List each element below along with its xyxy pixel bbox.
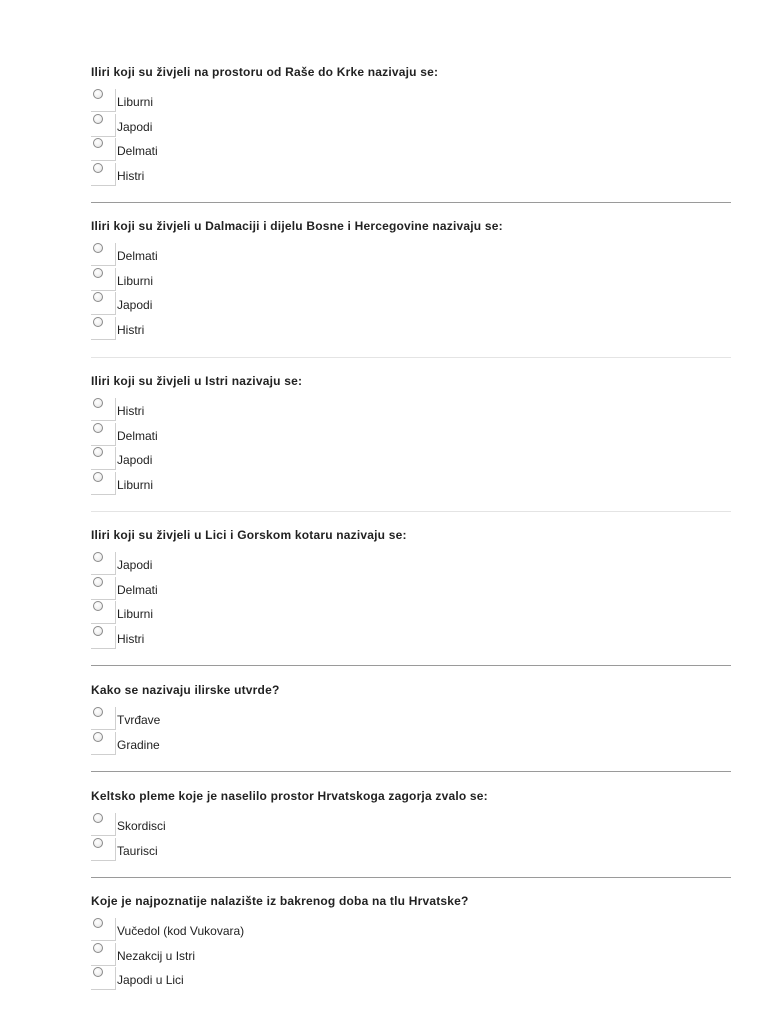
question-4-options <box>91 552 731 650</box>
radio-button-icon[interactable] <box>93 552 103 562</box>
question-7-text: Koje je najpoznatije nalazište iz bakrenog doba na tlu Hrvatske? <box>91 894 469 908</box>
option-radio[interactable] <box>91 292 731 317</box>
option-label[interactable]: Taurisci <box>117 843 158 858</box>
radio-button-icon[interactable] <box>93 317 103 327</box>
option-radio[interactable] <box>91 707 731 732</box>
question-divider <box>91 511 731 512</box>
question-3 <box>91 374 731 496</box>
question-1-options <box>91 89 731 187</box>
question-5 <box>91 683 731 756</box>
question-6-text: Keltsko pleme koje je naselilo prostor Hrvatskoga zagorja zvalo se: <box>91 789 488 803</box>
radio-button-icon[interactable] <box>93 114 103 124</box>
option-label[interactable]: Delmati <box>117 428 158 443</box>
option-label[interactable]: Liburni <box>117 95 154 109</box>
radio-button-icon[interactable] <box>93 918 103 928</box>
radio-button-icon[interactable] <box>93 398 103 408</box>
question-divider <box>91 665 731 666</box>
option-label[interactable]: Delmati <box>117 249 158 263</box>
option-radio[interactable] <box>91 918 731 943</box>
option-label[interactable]: Histri <box>117 168 145 183</box>
option-label[interactable]: Japodi <box>117 453 153 467</box>
option-label[interactable]: Japodi u Lici <box>117 973 184 987</box>
option-label[interactable]: Gradine <box>117 737 160 752</box>
option-radio[interactable] <box>91 626 731 651</box>
radio-button-icon[interactable] <box>93 601 103 611</box>
question-2-options <box>91 243 731 341</box>
question-divider <box>91 771 731 772</box>
question-divider <box>91 357 731 358</box>
radio-button-icon[interactable] <box>93 967 103 977</box>
radio-button-icon[interactable] <box>93 943 103 953</box>
option-radio[interactable] <box>91 268 731 293</box>
option-radio[interactable] <box>91 89 731 114</box>
option-radio[interactable] <box>91 732 731 757</box>
question-divider <box>91 202 731 203</box>
option-label[interactable]: Delmati <box>117 582 158 597</box>
question-divider <box>91 877 731 878</box>
radio-button-icon[interactable] <box>93 243 103 253</box>
option-label[interactable]: Japodi <box>117 558 153 572</box>
option-label[interactable]: Japodi <box>117 119 153 134</box>
question-6 <box>91 789 731 862</box>
option-label[interactable]: Histri <box>117 322 145 337</box>
option-radio[interactable] <box>91 317 731 342</box>
option-radio[interactable] <box>91 813 731 838</box>
question-3-options <box>91 398 731 496</box>
question-3-text: Iliri koji su živjeli u Istri nazivaju se: <box>91 374 303 388</box>
radio-button-icon[interactable] <box>93 813 103 823</box>
option-label[interactable]: Histri <box>117 631 145 646</box>
option-radio[interactable] <box>91 398 731 423</box>
radio-button-icon[interactable] <box>93 268 103 278</box>
option-label[interactable]: Delmati <box>117 144 158 158</box>
option-label[interactable]: Liburni <box>117 477 154 492</box>
question-1-text: Iliri koji su živjeli na prostoru od Raše do Krke nazivaju se: <box>91 65 439 79</box>
option-radio[interactable] <box>91 138 731 163</box>
option-radio[interactable] <box>91 967 731 992</box>
option-radio[interactable] <box>91 243 731 268</box>
question-2-text: Iliri koji su živjeli u Dalmaciji i dijelu Bosne i Hercegovine nazivaju se: <box>91 219 503 233</box>
option-radio[interactable] <box>91 163 731 188</box>
radio-button-icon[interactable] <box>93 89 103 99</box>
option-label[interactable]: Liburni <box>117 607 154 621</box>
question-1 <box>91 65 731 187</box>
radio-button-icon[interactable] <box>93 577 103 587</box>
radio-button-icon[interactable] <box>93 163 103 173</box>
radio-button-icon[interactable] <box>93 732 103 742</box>
option-label[interactable]: Nezakcij u Istri <box>117 948 196 963</box>
option-label[interactable]: Japodi <box>117 298 153 312</box>
radio-button-icon[interactable] <box>93 838 103 848</box>
option-radio[interactable] <box>91 552 731 577</box>
option-radio[interactable] <box>91 447 731 472</box>
radio-button-icon[interactable] <box>93 707 103 717</box>
question-5-text: Kako se nazivaju ilirske utvrde? <box>91 683 280 697</box>
option-label[interactable]: Vučedol (kod Vukovara) <box>117 924 245 938</box>
option-label[interactable]: Skordisci <box>117 819 166 833</box>
radio-button-icon[interactable] <box>93 138 103 148</box>
option-label[interactable]: Tvrđave <box>117 713 161 727</box>
question-6-options <box>91 813 731 862</box>
radio-button-icon[interactable] <box>93 423 103 433</box>
radio-button-icon[interactable] <box>93 626 103 636</box>
option-radio[interactable] <box>91 577 731 602</box>
question-4 <box>91 528 731 650</box>
question-7-options <box>91 918 731 992</box>
radio-button-icon[interactable] <box>93 447 103 457</box>
option-radio[interactable] <box>91 838 731 863</box>
question-2 <box>91 219 731 341</box>
question-7 <box>91 894 731 992</box>
option-label[interactable]: Liburni <box>117 273 154 288</box>
option-radio[interactable] <box>91 423 731 448</box>
question-4-text: Iliri koji su živjeli u Lici i Gorskom kotaru nazivaju se: <box>91 528 407 542</box>
option-label[interactable]: Histri <box>117 404 145 418</box>
option-radio[interactable] <box>91 114 731 139</box>
radio-button-icon[interactable] <box>93 292 103 302</box>
option-radio[interactable] <box>91 943 731 968</box>
option-radio[interactable] <box>91 472 731 497</box>
question-5-options <box>91 707 731 756</box>
radio-button-icon[interactable] <box>93 472 103 482</box>
option-radio[interactable] <box>91 601 731 626</box>
